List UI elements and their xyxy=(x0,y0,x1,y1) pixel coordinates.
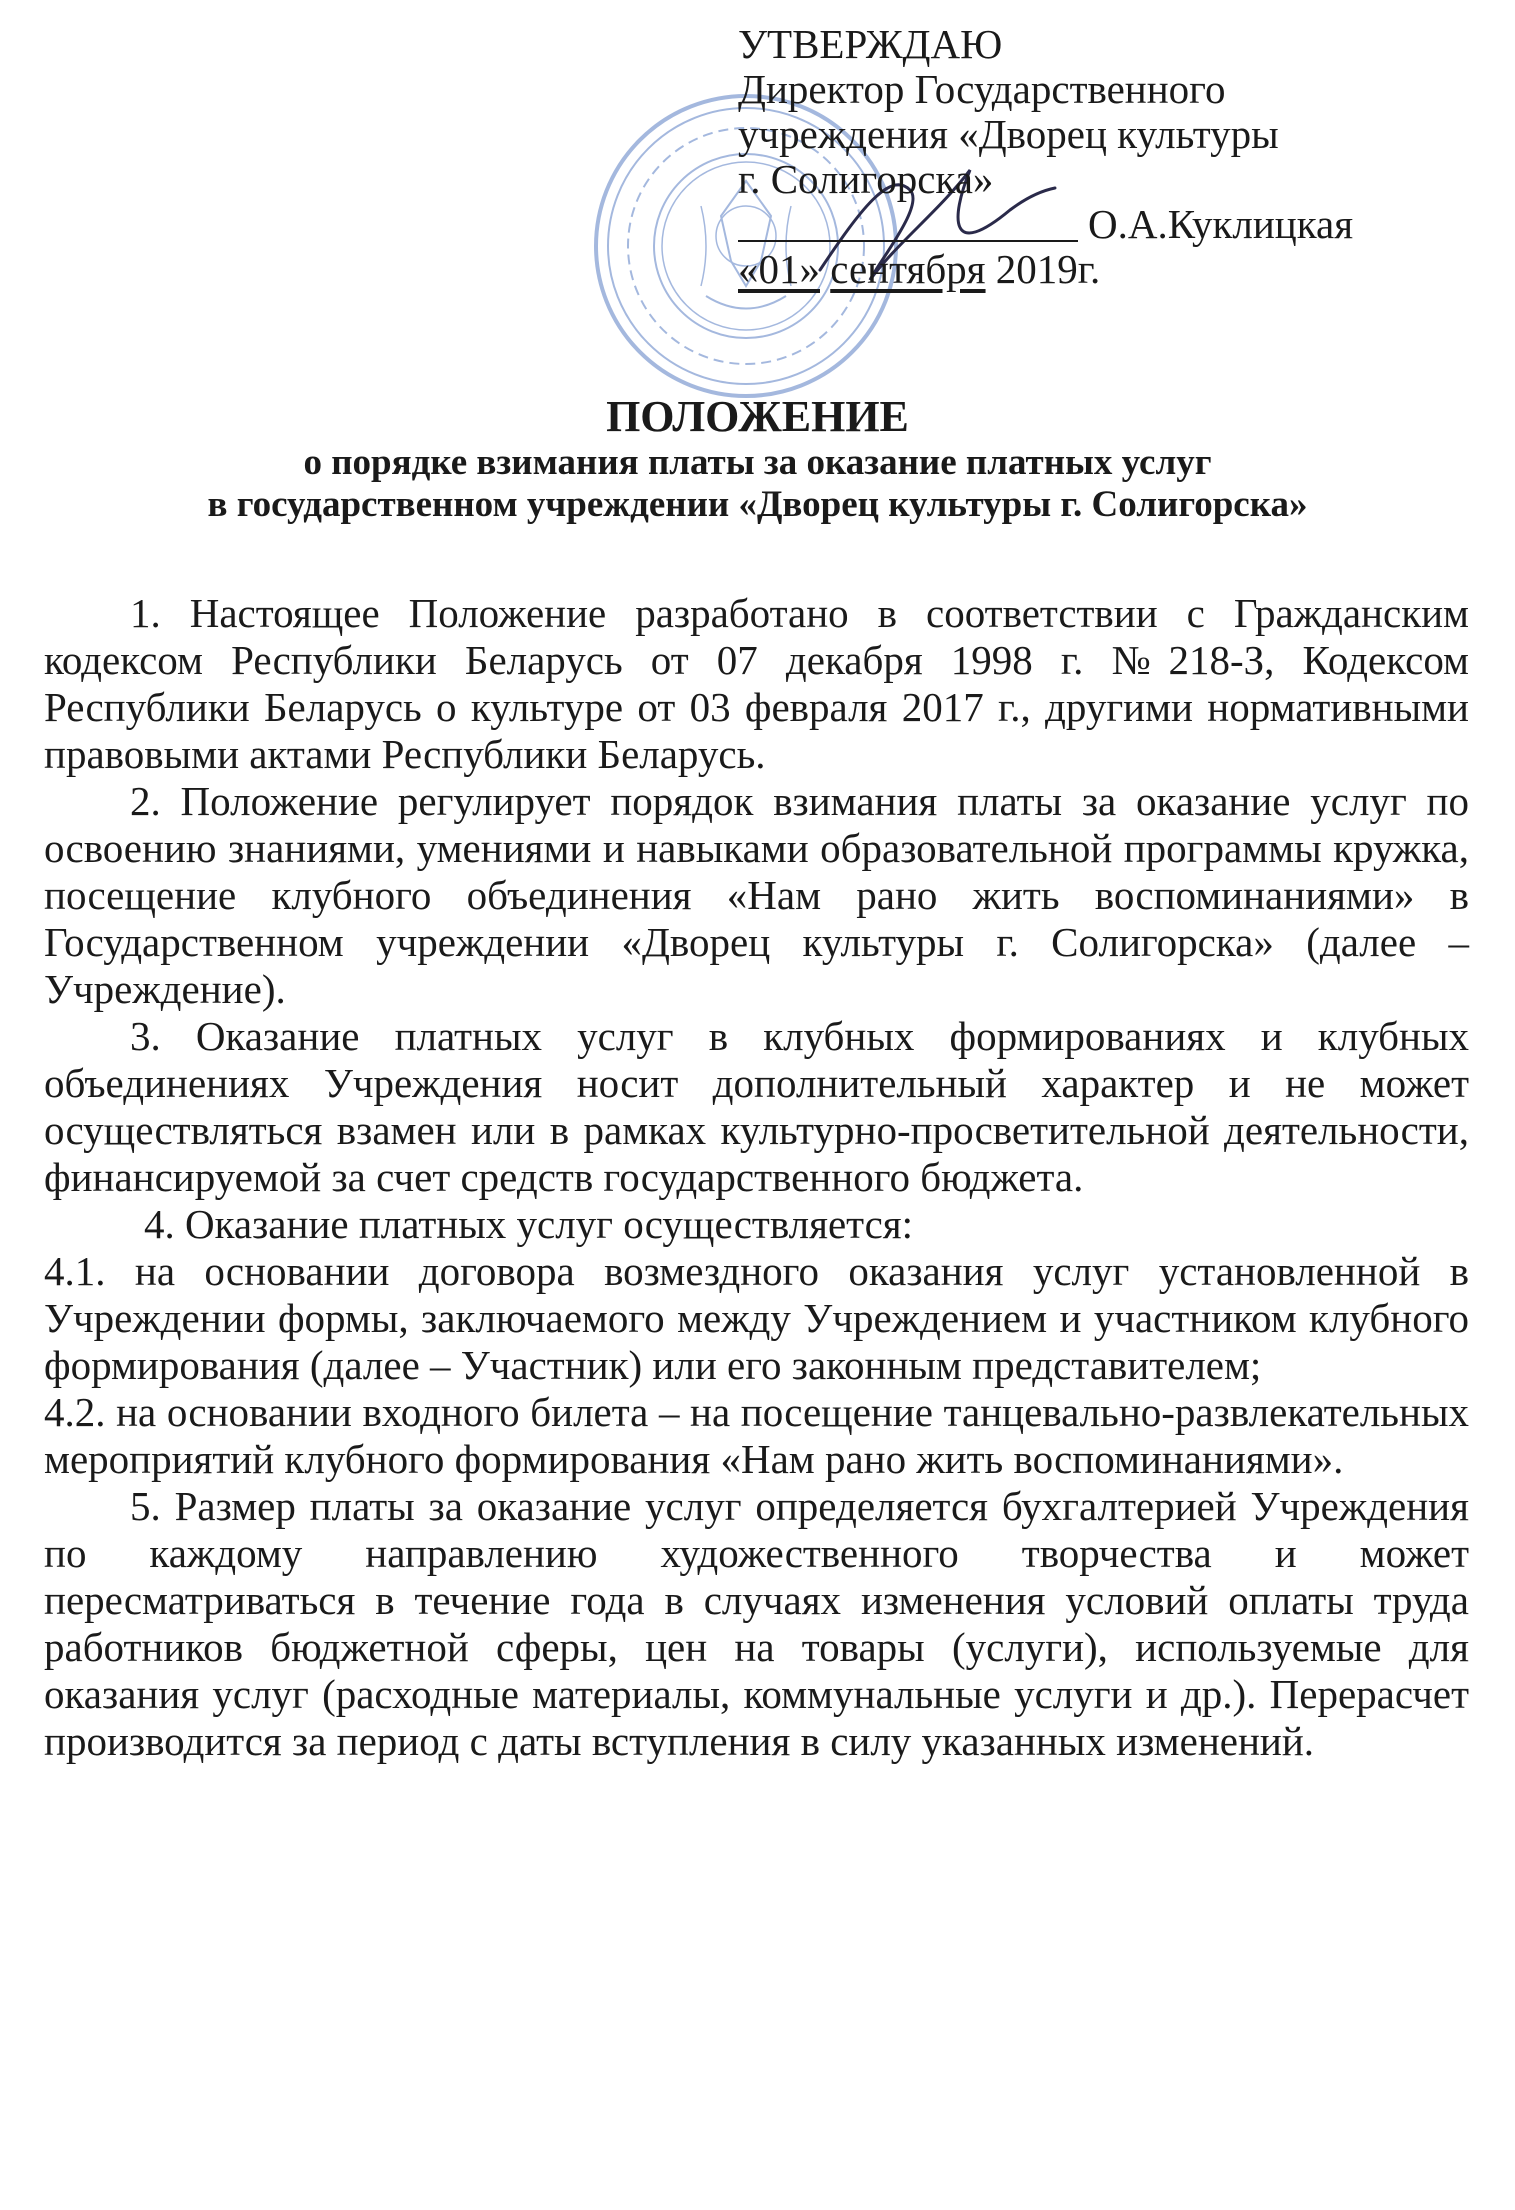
document-title: ПОЛОЖЕНИЕ xyxy=(606,392,909,441)
document-subtitle-line-1: о порядке взимания платы за оказание платных услуг xyxy=(303,442,1212,483)
approval-position-line-1: Директор Государственного xyxy=(738,66,1226,112)
paragraph-5: 5. Размер платы за оказание услуг определяется бухгалтерией Учреждения по каждому направлению художественного творчества и может пересматриваться в течение года в случаях изменения условий оплаты труда работников бюджетной сферы, цен на товары (услуги), используемые для оказания услуг (расходные материалы, коммунальные услуги и др.). Перерасчет производится за период с даты вступления в силу указанных изменений. xyxy=(44,1483,1469,1764)
signature-line xyxy=(738,202,1458,247)
approval-position-line-3: г. Солигорска» xyxy=(738,156,994,202)
paragraph-4: 4. Оказание платных услуг осуществляется: xyxy=(144,1201,914,1247)
approval-heading: УТВЕРЖДАЮ xyxy=(738,21,1003,67)
approval-position-line-2: учреждения «Дворец культуры xyxy=(738,111,1279,157)
approval-block xyxy=(738,22,1458,292)
paragraph-2: 2. Положение регулирует порядок взимания платы за оказание услуг по освоению знаниями, умениями и навыками образовательной программы кружка, посещение клубного объединения «Нам рано жить воспоминаниями» в Государственном учреждении «Дворец культуры г. Солигорска» (далее – Учреждение). xyxy=(44,778,1469,1012)
document-body xyxy=(44,590,1469,1765)
paragraph-4-2: 4.2. на основании входного билета – на посещение танцевально-развлекательных мероприятий клубного формирования «Нам рано жить воспоминаниями». xyxy=(44,1389,1469,1482)
signature-blank xyxy=(738,240,1078,242)
approval-date-year: 2019г. xyxy=(995,246,1101,292)
paragraph-3: 3. Оказание платных услуг в клубных формированиях и клубных объединениях Учреждения носит дополнительный характер и не может осуществляться взамен или в рамках культурно-просветительной деятельности, финансируемой за счет средств государственного бюджета. xyxy=(44,1013,1469,1200)
signer-name: О.А.Куклицкая xyxy=(1088,201,1354,247)
paragraph-1: 1. Настоящее Положение разработано в соответствии с Гражданским кодексом Республики Беларусь от 07 декабря 1998 г. №218-З, Кодексом Республики Беларусь о культуре от 03 февраля 2017 г., другими нормативными правовыми актами Республики Беларусь. xyxy=(44,590,1469,777)
approval-date-month: сентября xyxy=(830,246,986,292)
document-title-block xyxy=(0,392,1515,526)
approval-date-day: «01» xyxy=(738,246,820,292)
approval-date xyxy=(738,247,1458,292)
document-subtitle-line-2: в государственном учреждении «Дворец культуры г. Солигорска» xyxy=(207,484,1308,525)
paragraph-4-1: 4.1. на основании договора возмездного оказания услуг установленной в Учреждении формы, заключаемого между Учреждением и участником клубного формирования (далее – Участник) или его законным представителем; xyxy=(44,1248,1469,1388)
